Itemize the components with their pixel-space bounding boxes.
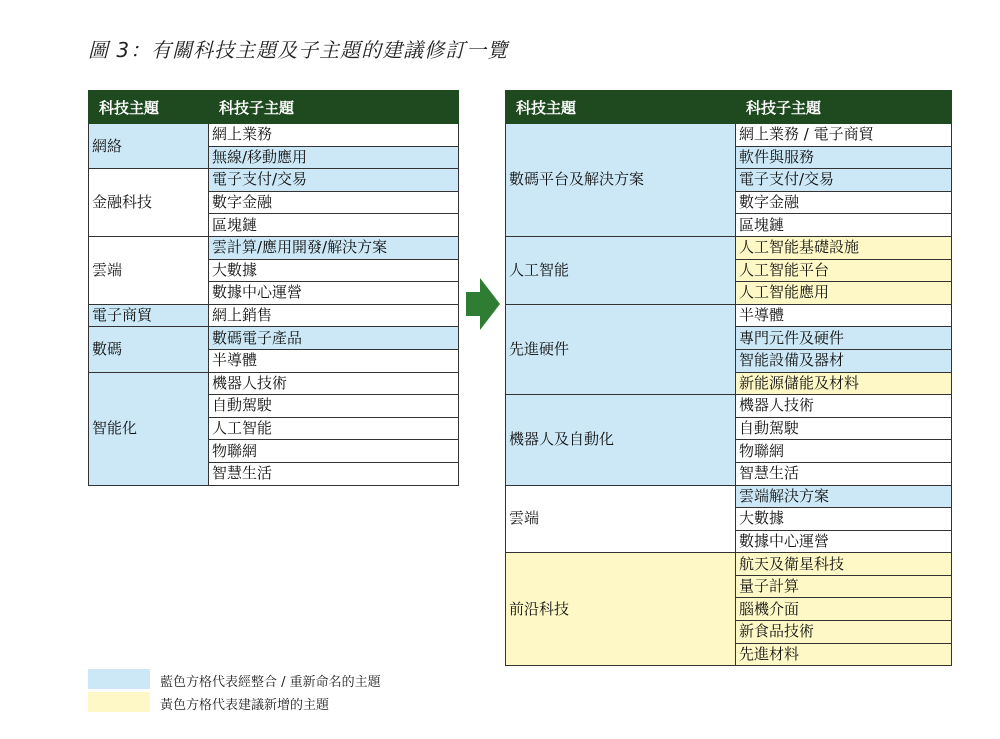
subtheme-cell: 人工智能平台 xyxy=(736,259,952,282)
subtheme-cell: 數字金融 xyxy=(209,191,459,214)
subtheme-cell: 人工智能應用 xyxy=(736,282,952,305)
table-row xyxy=(89,372,459,395)
table-row xyxy=(506,553,952,576)
legend-yellow-text: 黃色方格代表建議新增的主題 xyxy=(160,698,330,713)
subtheme-cell: 雲計算/應用開發/解決方案 xyxy=(209,236,459,259)
subtheme-cell: 機器人技術 xyxy=(209,372,459,395)
subtheme-cell: 智慧生活 xyxy=(209,462,459,485)
subtheme-cell: 新食品技術 xyxy=(736,621,952,644)
subtheme-cell: 專門元件及硬件 xyxy=(736,327,952,350)
theme-cell: 網絡 xyxy=(89,124,209,169)
subtheme-cell: 區塊鏈 xyxy=(736,214,952,237)
header-subtheme: 科技子主題 xyxy=(736,91,952,124)
subtheme-cell: 機器人技術 xyxy=(736,395,952,418)
subtheme-cell: 無線/移動應用 xyxy=(209,146,459,169)
subtheme-cell: 人工智能基礎設施 xyxy=(736,236,952,259)
subtheme-cell: 大數據 xyxy=(209,259,459,282)
theme-cell: 先進硬件 xyxy=(506,304,736,394)
subtheme-cell: 航天及衛星科技 xyxy=(736,553,952,576)
legend-blue-swatch xyxy=(88,669,150,689)
theme-cell: 金融科技 xyxy=(89,169,209,237)
subtheme-cell: 雲端解決方案 xyxy=(736,485,952,508)
table-row xyxy=(89,124,459,147)
header-theme: 科技主題 xyxy=(506,91,736,124)
theme-cell: 機器人及自動化 xyxy=(506,395,736,485)
subtheme-cell: 先進材料 xyxy=(736,643,952,666)
subtheme-cell: 軟件與服務 xyxy=(736,146,952,169)
subtheme-cell: 網上業務 xyxy=(209,124,459,147)
subtheme-cell: 電子支付/交易 xyxy=(736,169,952,192)
header-subtheme: 科技子主題 xyxy=(209,91,459,124)
header-theme: 科技主題 xyxy=(89,91,209,124)
proposed-themes-table xyxy=(505,90,952,666)
legend-blue-text: 藍色方格代表經整合 / 重新命名的主題 xyxy=(160,675,381,690)
theme-cell: 智能化 xyxy=(89,372,209,485)
subtheme-cell: 區塊鏈 xyxy=(209,214,459,237)
legend-yellow-swatch xyxy=(88,692,150,712)
subtheme-cell: 網上業務 / 電子商貿 xyxy=(736,124,952,147)
theme-cell: 前沿科技 xyxy=(506,553,736,666)
theme-cell: 人工智能 xyxy=(506,236,736,304)
subtheme-cell: 自動駕駛 xyxy=(209,395,459,418)
theme-cell: 電子商貿 xyxy=(89,304,209,327)
subtheme-cell: 半導體 xyxy=(209,349,459,372)
table-row xyxy=(89,169,459,192)
theme-cell: 數碼平台及解決方案 xyxy=(506,124,736,237)
left-table-body xyxy=(89,124,459,486)
table-row xyxy=(89,327,459,350)
subtheme-cell: 半導體 xyxy=(736,304,952,327)
subtheme-cell: 物聯網 xyxy=(736,440,952,463)
figure-title: 圖 3：有關科技主題及子主題的建議修訂一覽 xyxy=(88,38,509,62)
subtheme-cell: 物聯網 xyxy=(209,440,459,463)
subtheme-cell: 數據中心運營 xyxy=(209,282,459,305)
right-table-body xyxy=(506,124,952,666)
subtheme-cell: 腦機介面 xyxy=(736,598,952,621)
subtheme-cell: 網上銷售 xyxy=(209,304,459,327)
subtheme-cell: 量子計算 xyxy=(736,575,952,598)
table-row xyxy=(506,395,952,418)
subtheme-cell: 電子支付/交易 xyxy=(209,169,459,192)
table-row xyxy=(89,236,459,259)
table-row xyxy=(506,124,952,147)
subtheme-cell: 人工智能 xyxy=(209,417,459,440)
original-themes-table xyxy=(88,90,459,486)
theme-cell: 雲端 xyxy=(506,485,736,553)
right-arrow-icon xyxy=(466,276,500,332)
subtheme-cell: 數據中心運營 xyxy=(736,530,952,553)
subtheme-cell: 新能源儲能及材料 xyxy=(736,372,952,395)
subtheme-cell: 數字金融 xyxy=(736,191,952,214)
theme-cell: 雲端 xyxy=(89,236,209,304)
subtheme-cell: 智能設備及器材 xyxy=(736,349,952,372)
table-row xyxy=(89,304,459,327)
subtheme-cell: 大數據 xyxy=(736,508,952,531)
table-row xyxy=(506,485,952,508)
table-row xyxy=(506,304,952,327)
theme-cell: 數碼 xyxy=(89,327,209,372)
subtheme-cell: 智慧生活 xyxy=(736,462,952,485)
subtheme-cell: 數碼電子產品 xyxy=(209,327,459,350)
table-row xyxy=(506,236,952,259)
subtheme-cell: 自動駕駛 xyxy=(736,417,952,440)
